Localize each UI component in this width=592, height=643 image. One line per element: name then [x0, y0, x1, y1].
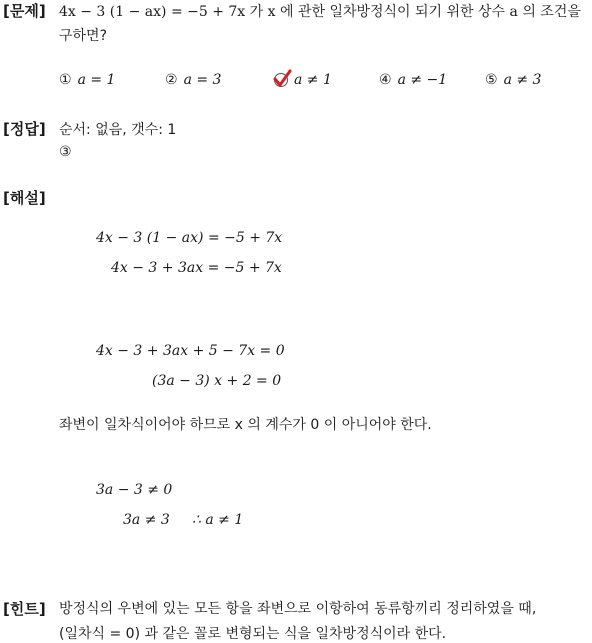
solution-label: [해설]: [3, 189, 46, 207]
choice-1-text: a = 1: [77, 72, 116, 88]
choice-2-number: ②: [165, 72, 178, 88]
checkmark-icon: [272, 69, 292, 89]
choice-2[interactable]: [165, 72, 221, 88]
solution-eq-2: 4x − 3 + 3ax = −5 + 7x: [111, 260, 282, 276]
solution-eq-6b: ∴ a ≠ 1: [192, 512, 244, 528]
answer-line-1: 순서: 없음, 갯수: 1: [59, 122, 177, 138]
solution-eq-6a: 3a ≠ 3: [123, 512, 170, 528]
choice-1-number: ①: [59, 72, 72, 88]
answer-label: [정답]: [3, 120, 46, 138]
hint-label: [힌트]: [3, 600, 46, 618]
solution-eq-1: 4x − 3 (1 − ax) = −5 + 7x: [96, 230, 283, 246]
choice-4-text: a ≠ −1: [397, 72, 448, 88]
solution-text-1: 좌변이 일차식이어야 하므로 x 의 계수가 0 이 아니어야 한다.: [59, 417, 432, 433]
choice-5-text: a ≠ 3: [503, 72, 542, 88]
solution-eq-3: 4x − 3 + 3ax + 5 − 7x = 0: [96, 343, 285, 359]
choice-3-text: a ≠ 1: [294, 72, 332, 88]
choice-3[interactable]: [294, 72, 332, 88]
answer-line-2: ③: [59, 144, 72, 160]
question-label: [문제]: [3, 2, 46, 20]
hint-line-2: (일차식 = 0) 과 같은 꼴로 변형되는 식을 일차방정식이라 한다.: [59, 626, 447, 642]
choice-4[interactable]: [379, 72, 447, 88]
choice-1[interactable]: [59, 72, 115, 88]
hint-line-1: 방정식의 우변에 있는 모든 항을 좌변으로 이항하여 동류항끼리 정리하였을 때,: [59, 601, 537, 617]
choice-4-number: ④: [379, 72, 392, 88]
question-line-1: 4x − 3 (1 − ax) = −5 + 7x 가 x 에 관한 일차방정식이 되기 위한 상수 a 의 조건을: [59, 4, 581, 20]
question-line-2: 구하면?: [59, 28, 108, 44]
solution-eq-5: 3a − 3 ≠ 0: [96, 482, 173, 498]
solution-eq-4: (3a − 3) x + 2 = 0: [152, 373, 282, 389]
choice-2-text: a = 3: [183, 72, 222, 88]
choice-5[interactable]: [485, 72, 541, 88]
choice-5-number: ⑤: [485, 72, 498, 88]
